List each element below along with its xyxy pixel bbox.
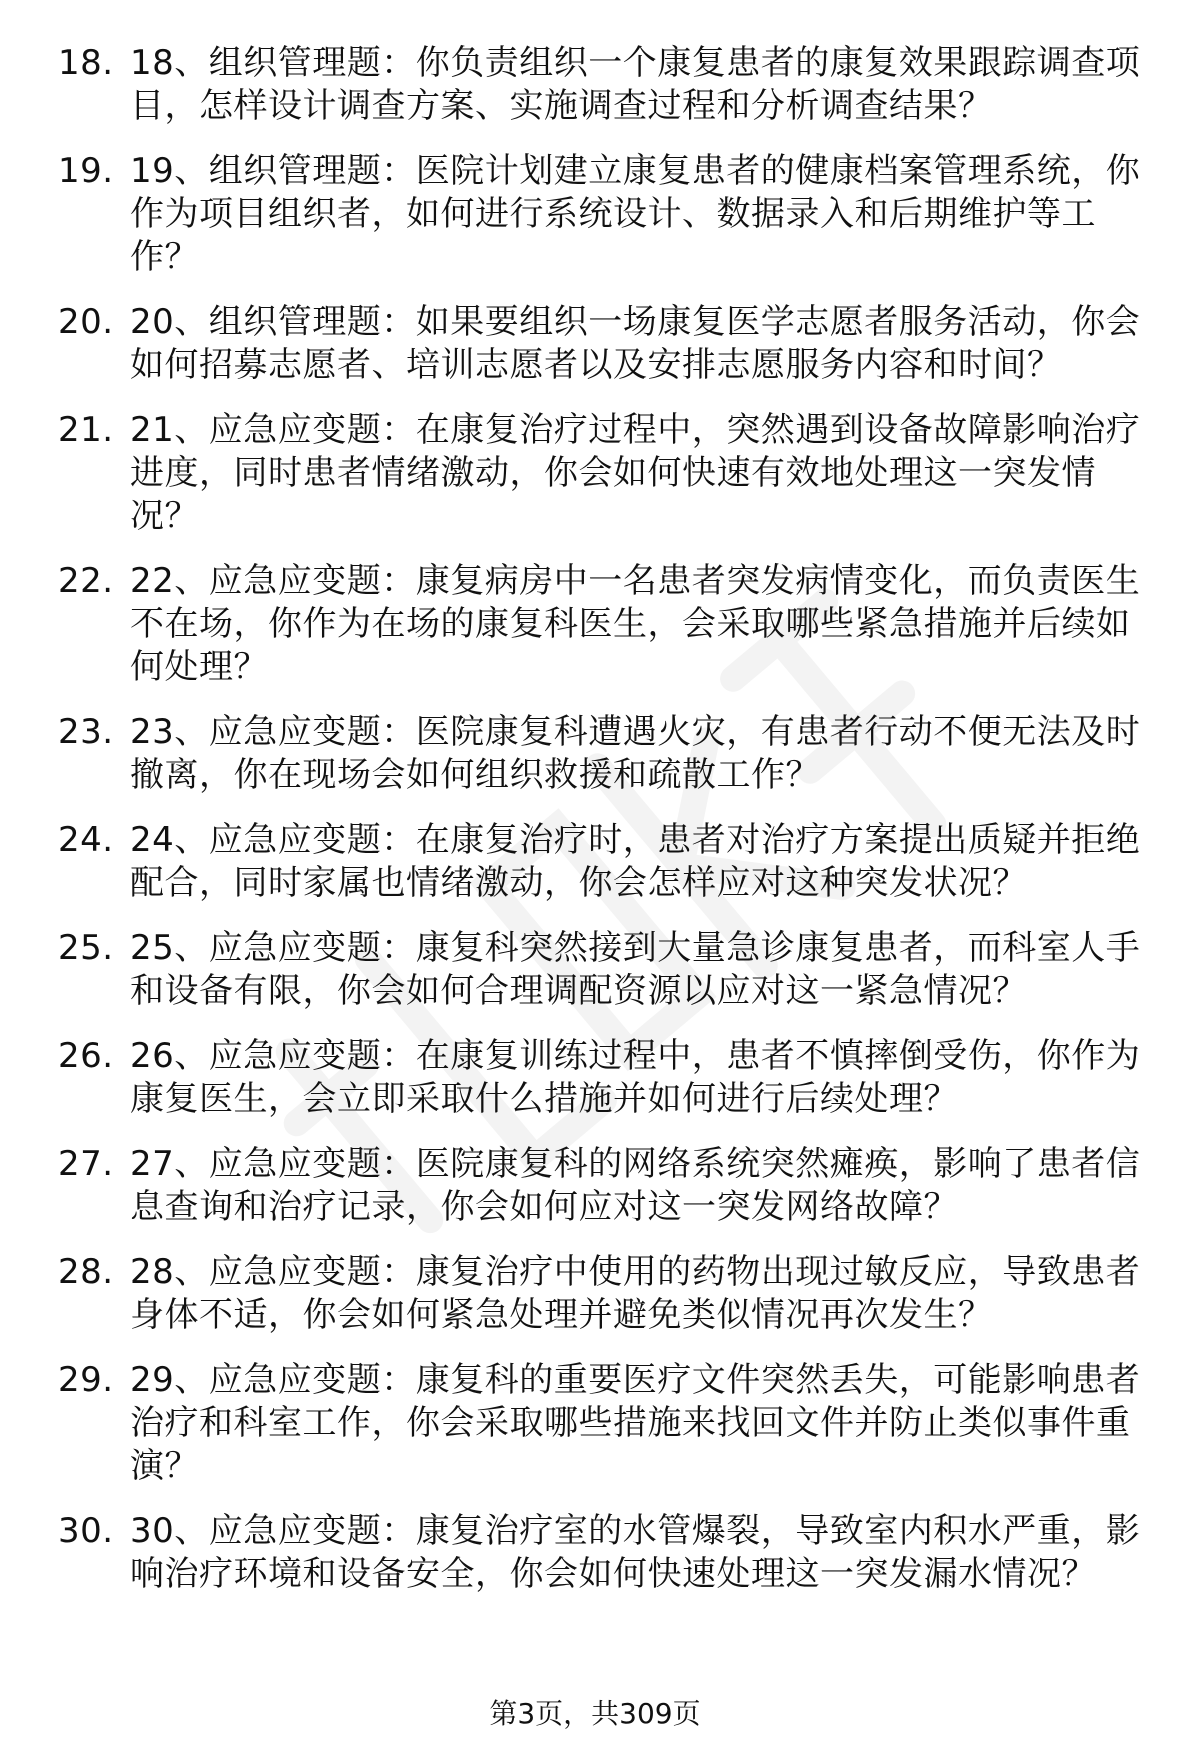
list-item: [0, 42, 1190, 128]
page-number-label: 第3页，共309页: [489, 1697, 701, 1730]
list-item: [0, 711, 1190, 797]
question-text: 27、应急应变题：医院康复科的网络系统突然瘫痪，影响了患者信息查询和治疗记录，你会如何应对这一突发网络故障？: [130, 1144, 1141, 1227]
question-number: 23.: [58, 712, 114, 752]
question-number: 22.: [58, 561, 114, 601]
question-number: 29.: [58, 1360, 114, 1400]
question-text: 21、应急应变题：在康复治疗过程中，突然遇到设备故障影响治疗进度，同时患者情绪激动，你会如何快速有效地处理这一突发情况？: [130, 410, 1141, 536]
question-text: 24、应急应变题：在康复治疗时，患者对治疗方案提出质疑并拒绝配合，同时家属也情绪激动，你会怎样应对这种突发状况？: [130, 820, 1141, 903]
question-number: 24.: [58, 820, 114, 860]
question-text: 30、应急应变题：康复治疗室的水管爆裂，导致室内积水严重，影响治疗环境和设备安全，你会如何快速处理这一突发漏水情况？: [130, 1511, 1141, 1594]
page-footer: [0, 1696, 1190, 1732]
list-item: [0, 409, 1190, 538]
question-number: 26.: [58, 1036, 114, 1076]
list-item: [0, 819, 1190, 905]
question-number: 30.: [58, 1511, 114, 1551]
question-text: 29、应急应变题：康复科的重要医疗文件突然丢失，可能影响患者治疗和科室工作，你会采取哪些措施来找回文件并防止类似事件重演？: [130, 1360, 1141, 1486]
question-number: 19.: [58, 151, 114, 191]
question-text: 26、应急应变题：在康复训练过程中，患者不慎摔倒受伤，你作为康复医生，会立即采取什么措施并如何进行后续处理？: [130, 1036, 1141, 1119]
question-number: 18.: [58, 43, 114, 83]
list-item: [0, 1510, 1190, 1596]
question-number: 28.: [58, 1252, 114, 1292]
question-text: 22、应急应变题：康复病房中一名患者突发病情变化，而负责医生不在场，你作为在场的康复科医生，会采取哪些紧急措施并后续如何处理？: [130, 561, 1141, 687]
question-number: 25.: [58, 928, 114, 968]
question-list: [0, 42, 1190, 1618]
list-item: [0, 1359, 1190, 1488]
question-number: 27.: [58, 1144, 114, 1184]
question-text: 25、应急应变题：康复科突然接到大量急诊康复患者，而科室人手和设备有限，你会如何合理调配资源以应对这一紧急情况？: [130, 928, 1141, 1011]
question-text: 19、组织管理题：医院计划建立康复患者的健康档案管理系统，你作为项目组织者，如何进行系统设计、数据录入和后期维护等工作？: [130, 151, 1141, 277]
list-item: [0, 560, 1190, 689]
list-item: [0, 927, 1190, 1013]
question-text: 23、应急应变题：医院康复科遭遇火灾，有患者行动不便无法及时撤离，你在现场会如何组织救援和疏散工作？: [130, 712, 1141, 795]
list-item: [0, 1035, 1190, 1121]
question-text: 20、组织管理题：如果要组织一场康复医学志愿者服务活动，你会如何招募志愿者、培训志愿者以及安排志愿服务内容和时间？: [130, 302, 1141, 385]
list-item: [0, 1143, 1190, 1229]
list-item: [0, 150, 1190, 279]
question-number: 20.: [58, 302, 114, 342]
list-item: [0, 301, 1190, 387]
question-text: 18、组织管理题：你负责组织一个康复患者的康复效果跟踪调查项目，怎样设计调查方案、实施调查过程和分析调查结果？: [130, 43, 1141, 126]
question-text: 28、应急应变题：康复治疗中使用的药物出现过敏反应，导致患者身体不适，你会如何紧急处理并避免类似情况再次发生？: [130, 1252, 1141, 1335]
question-number: 21.: [58, 410, 114, 450]
list-item: [0, 1251, 1190, 1337]
